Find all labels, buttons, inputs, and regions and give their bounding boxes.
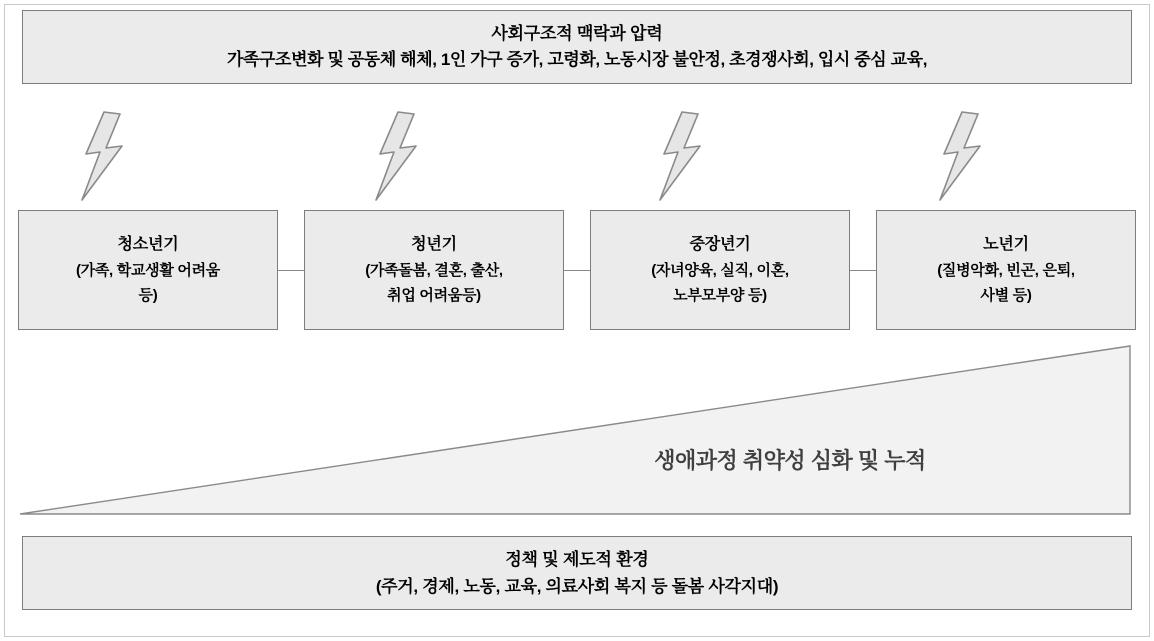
life-stage-box-old-age	[876, 210, 1136, 330]
lightning-bolt-icon	[934, 110, 992, 202]
bottom-policy-banner	[22, 536, 1132, 610]
stage-detail-line-1: (질병악화, 빈곤, 은퇴,	[937, 262, 1075, 279]
lightning-bolt-icon	[370, 110, 428, 202]
stage-detail-line-2: 취업 어려움등)	[387, 287, 481, 304]
lightning-bolt-icon	[76, 110, 134, 202]
stage-detail-line-1: (자녀양육, 실직, 이혼,	[651, 262, 789, 279]
lightning-bolt-icon	[654, 110, 712, 202]
wedge-label: 생애과정 취약성 심화 및 누적	[654, 448, 926, 473]
stage-connector	[850, 270, 876, 271]
stage-detail-line-2: 사별 등)	[980, 287, 1032, 304]
life-stage-box-young-adult	[304, 210, 564, 330]
life-stage-box-middle-age	[590, 210, 850, 330]
stage-detail-line-1: (가족돌봄, 결혼, 출산,	[365, 262, 503, 279]
stage-detail-line-2: 노부모부양 등)	[673, 287, 767, 304]
bottom-banner-detail: (주거, 경제, 노동, 교육, 의료사회 복지 등 돌봄 사각지대)	[375, 577, 779, 596]
stage-title: 청소년기	[117, 236, 179, 253]
top-banner-detail: 가족구조변화 및 공동체 해체, 1인 가구 증가, 고령화, 노동시장 불안정, 초경쟁사회, 입시 중심 교육,	[226, 50, 928, 69]
stage-title: 노년기	[983, 236, 1029, 253]
stage-connector	[278, 270, 304, 271]
stage-detail-line-2: 등)	[138, 287, 158, 304]
top-context-banner	[22, 10, 1132, 84]
stage-detail-line-1: (가족, 학교생활 어려움	[75, 262, 220, 279]
stage-title: 청년기	[411, 236, 457, 253]
stage-connector	[564, 270, 590, 271]
stage-title: 중장년기	[689, 236, 751, 253]
vulnerability-accumulation-wedge	[18, 340, 1132, 520]
top-banner-title: 사회구조적 맥락과 압력	[491, 24, 663, 43]
bottom-banner-title: 정책 및 제도적 환경	[505, 550, 649, 569]
life-stage-box-adolescence	[18, 210, 278, 330]
